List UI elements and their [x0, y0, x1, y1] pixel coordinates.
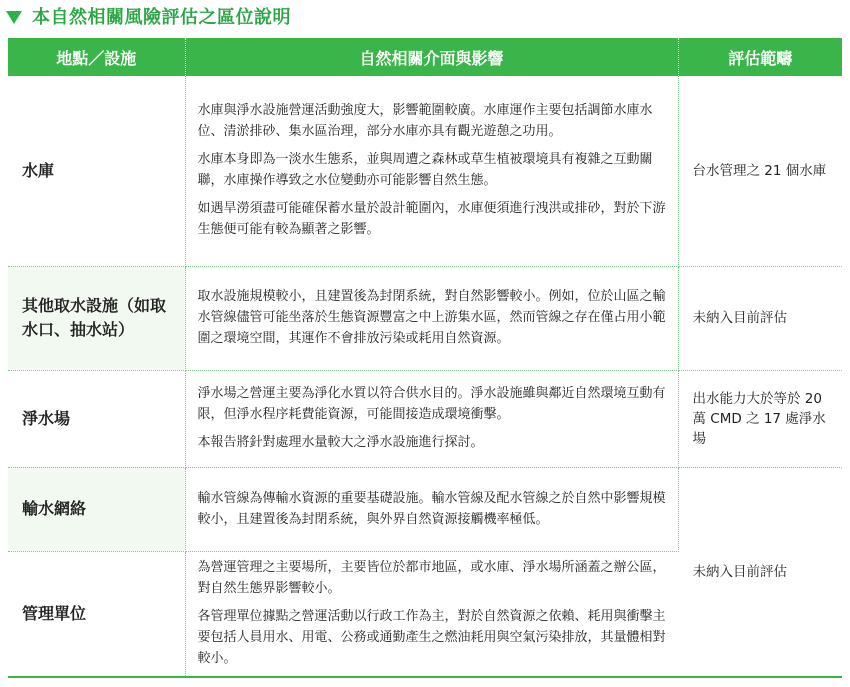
facility-name: 水庫 [8, 76, 185, 266]
column-header-scope: 評估範疇 [678, 38, 842, 76]
location-table [8, 38, 842, 678]
description-paragraph: 為營運管理之主要場所，主要皆位於都市地區，或水庫、淨水場所涵蓋之辦公區，對自然生態界影響較小。 [197, 560, 666, 597]
facility-name: 淨水場 [8, 370, 185, 467]
facility-description [185, 551, 678, 677]
facility-name: 管理單位 [8, 551, 185, 677]
table-row-pipeline [8, 467, 842, 551]
assessment-scope: 台水管理之 21 個水庫 [678, 76, 842, 266]
description-paragraph: 本報告將針對處理水量較大之淨水設施進行探討。 [197, 435, 484, 450]
assessment-scope: 出水能力大於等於 20 萬 CMD 之 17 處淨水場 [678, 370, 842, 467]
column-header-interface: 自然相關介面與影響 [185, 38, 678, 76]
facility-description [185, 266, 678, 370]
description-paragraph: 淨水場之營運主要為淨化水質以符合供水目的。淨水設施雖與鄰近自然環境互動有限，但淨水程序耗費能資源，可能間接造成環境衝擊。 [197, 386, 666, 422]
column-header-location: 地點／設施 [8, 38, 185, 76]
facility-description [185, 467, 678, 551]
description-paragraph: 取水設施規模較小，且建置後為封閉系統，對自然影響較小。例如，位於山區之輸水管線儘管可能坐落於生態資源豐富之中上游集水區，然而管線之存在僅占用小範圍之環境空間，其運作不會排放污染或耗用自然資源。 [197, 289, 666, 346]
facility-name: 輸水網絡 [8, 467, 185, 551]
table-row-reservoir [8, 76, 842, 266]
description-paragraph: 各管理單位據點之營運活動以行政工作為主，對於自然資源之依賴、耗用與衝擊主要包括人員用水、用電、公務或通勤產生之燃油耗用與空氣污染排放，其量體相對較小。 [197, 609, 666, 667]
section-header [6, 2, 291, 30]
section-title: 本自然相關風險評估之區位說明 [32, 7, 291, 28]
table-header-row [8, 38, 842, 76]
description-paragraph: 水庫本身即為一淡水生態系，並與周遭之森林或草生植被環境具有複雜之互動關聯，水庫操作導致之水位變動亦可能影響自然生態。 [197, 152, 653, 189]
facility-description [185, 370, 678, 467]
assessment-scope: 未納入目前評估 [678, 467, 842, 677]
facility-description [185, 76, 678, 266]
facility-name: 其他取水設施（如取水口、抽水站） [8, 266, 185, 370]
triangle-down-icon [6, 11, 22, 24]
assessment-scope: 未納入目前評估 [678, 266, 842, 370]
table-row-intake [8, 266, 842, 370]
description-paragraph: 輸水管線為傳輸水資源的重要基礎設施。輸水管線及配水管線之於自然中影響規模較小，且建置後為封閉系統，與外界自然資源接觸機率極低。 [197, 490, 666, 527]
description-paragraph: 水庫與淨水設施營運活動強度大，影響範圍較廣。水庫運作主要包括調節水庫水位、清淤排砂、集水區治理，部分水庫亦具有觀光遊憩之功用。 [197, 103, 653, 140]
table-row-treatment-plant [8, 370, 842, 467]
description-paragraph: 如遇旱澇須盡可能確保蓄水量於設計範圍內，水庫便須進行洩洪或排砂，對於下游生態便可能有較為顯著之影響。 [197, 201, 666, 238]
